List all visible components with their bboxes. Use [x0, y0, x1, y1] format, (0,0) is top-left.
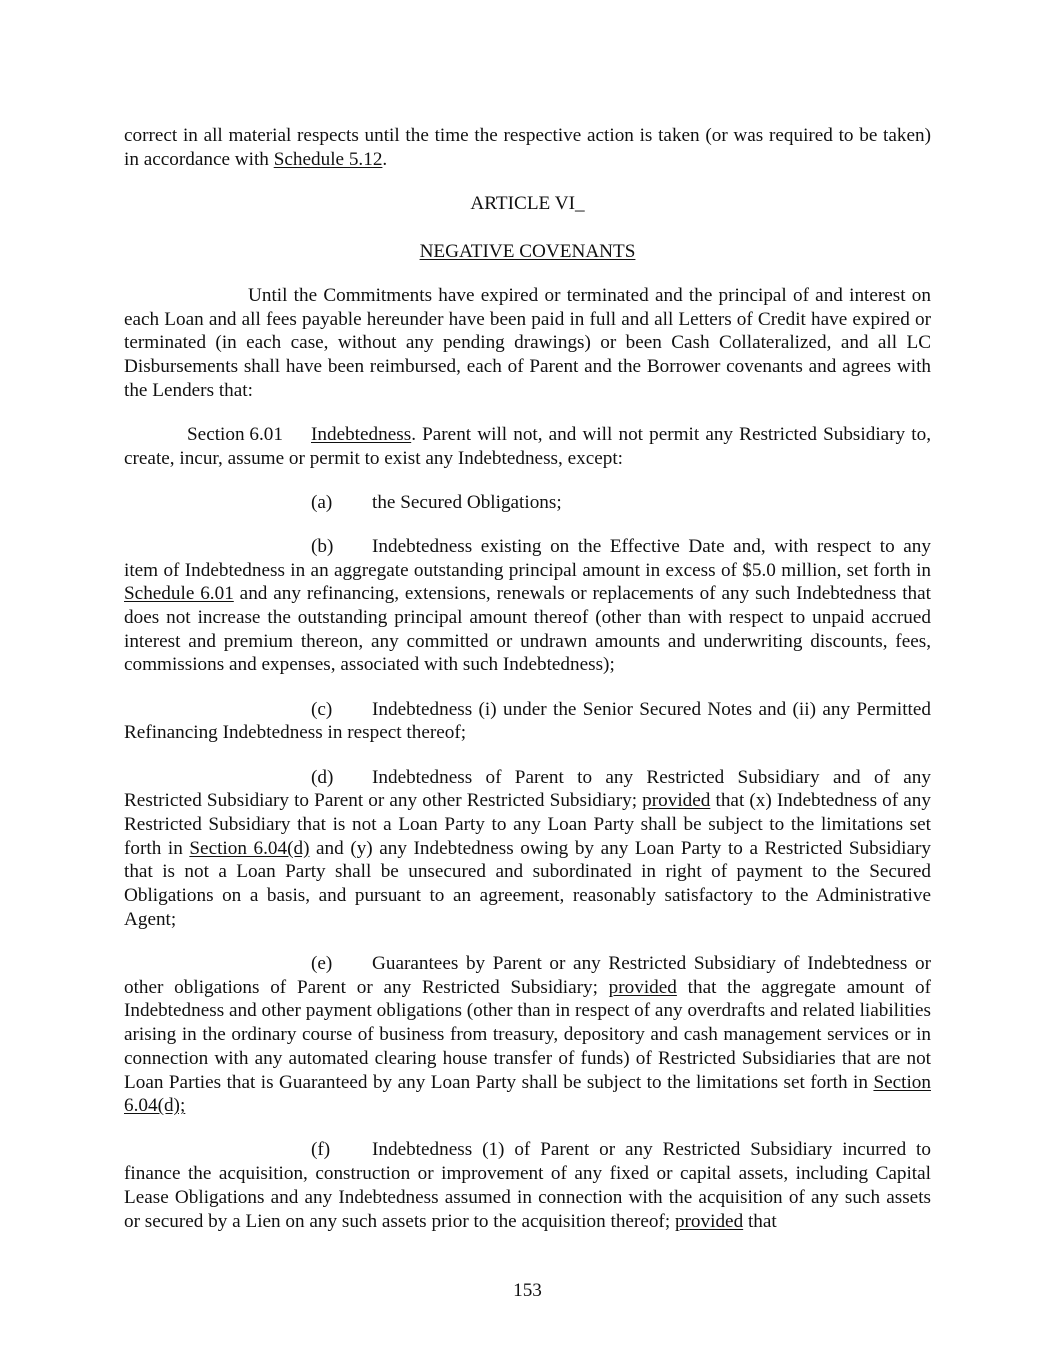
clause-label: (c): [311, 698, 333, 720]
clause-label: (d): [311, 766, 334, 788]
text: and any refinancing, extensions, renewals or replacements of any such Indebtedness that does not increase the outstanding principal amount thereof (other than with respect to unpaid accrued interest and premium thereon, any committed or undrawn amounts and underwriting discounts, fees, commissions and expenses, associated with such Indebtedness);: [124, 583, 931, 676]
clause-b: [124, 535, 931, 677]
text: .: [382, 148, 388, 170]
text: . Parent will not, and will not permit any Restricted Subsidiary to, create, incur, assume or permit to exist any Indebtedness, except:: [124, 423, 931, 469]
article-title: ARTICLE VI_: [470, 192, 585, 214]
section-title: Indebtedness: [311, 423, 412, 445]
text: that: [743, 1210, 777, 1232]
clause-a: [124, 491, 931, 515]
text: correct in all material respects until the time the respective action is taken (or was required to be taken) in accordance with: [124, 125, 931, 170]
clause-c: [124, 698, 931, 745]
intro-paragraph: Until the Commitments have expired or terminated and the principal of and interest on each Loan and all fees payable hereunder have been paid in full and all Letters of Credit have expired or terminated (in each case, without any pending drawings) or been Cash Collateralized, and all LC Disbursements shall have been reimbursed, each of Parent and the Borrower covenants and agrees with the Lenders that:: [124, 284, 931, 401]
clause-label: (b): [311, 535, 334, 557]
section-6-04d-reference: Section 6.04(d): [189, 837, 310, 859]
text: Indebtedness (i) under the Senior Secured Notes and (ii) any Permitted Refinancing Indebtedness in respect thereof;: [124, 698, 931, 744]
clause-d: [124, 766, 931, 932]
clause-f: [124, 1138, 931, 1233]
clause-label: (f): [311, 1139, 331, 1161]
text: Indebtedness existing on the Effective Date and, with respect to any item of Indebtedness in an aggregate outstanding principal amount in excess of $5.0 million, set forth in: [124, 535, 931, 581]
text: the Secured Obligations;: [372, 491, 562, 513]
text: Guarantees by Parent or any Restricted Subsidiary of Indebtedness or other obligations of Parent or any Restricted Subsidiary;: [124, 952, 931, 998]
clause-label: (a): [311, 491, 333, 513]
text: Indebtedness (1) of Parent or any Restricted Subsidiary incurred to finance the acquisition, construction or improvement of any fixed or capital assets, including Capital Lease Obligations and any Indebtedness assumed in connection with the acquisition of any such assets or secured by a Lien on any such assets prior to the acquisition thereof;: [124, 1139, 931, 1232]
text: that the aggregate amount of Indebtedness and other payment obligations (other than in respect of any overdrafts and related liabilities arising in the ordinary course of business from treasury, depository and cash management services or in connection with any automated clearing house transfer of funds) of Restricted Subsidiaries that are not Loan Parties that is Guaranteed by any Loan Party shall be subject to the limitations set forth in: [124, 976, 931, 1093]
text: that (x) Indebtedness of any Restricted Subsidiary that is not a Loan Party to any Loan Party shall be subject to the limitations set forth in: [124, 790, 931, 859]
page-number: 153: [513, 1280, 542, 1301]
schedule-6-01-reference: Schedule 6.01: [124, 583, 234, 605]
section-6-01: [124, 423, 931, 470]
document-page: [124, 124, 931, 1254]
provided-term: provided: [642, 790, 711, 812]
clause-e: [124, 952, 931, 1118]
paragraph-continued: [124, 124, 931, 171]
provided-term: provided: [608, 976, 677, 998]
section-number: Section 6.01: [187, 423, 283, 445]
article-heading: NEGATIVE COVENANTS: [419, 240, 636, 262]
text: Indebtedness of Parent to any Restricted Subsidiary and of any Restricted Subsidiary to Parent or any other Restricted Subsidiary;: [124, 766, 931, 812]
provided-term: provided: [674, 1210, 744, 1232]
section-6-04d-reference: Section 6.04(d);: [124, 1071, 931, 1117]
clause-label: (e): [311, 952, 333, 974]
text: and (y) any Indebtedness owing by any Loan Party to a Restricted Subsidiary that is not a Loan Party shall be unsecured and subordinated in right of payment to the Secured Obligations on a basis, and pursuant to an agreement, reasonably satisfactory to the Administrative Agent;: [124, 837, 931, 930]
schedule-5-12-reference: Schedule 5.12: [273, 148, 383, 170]
